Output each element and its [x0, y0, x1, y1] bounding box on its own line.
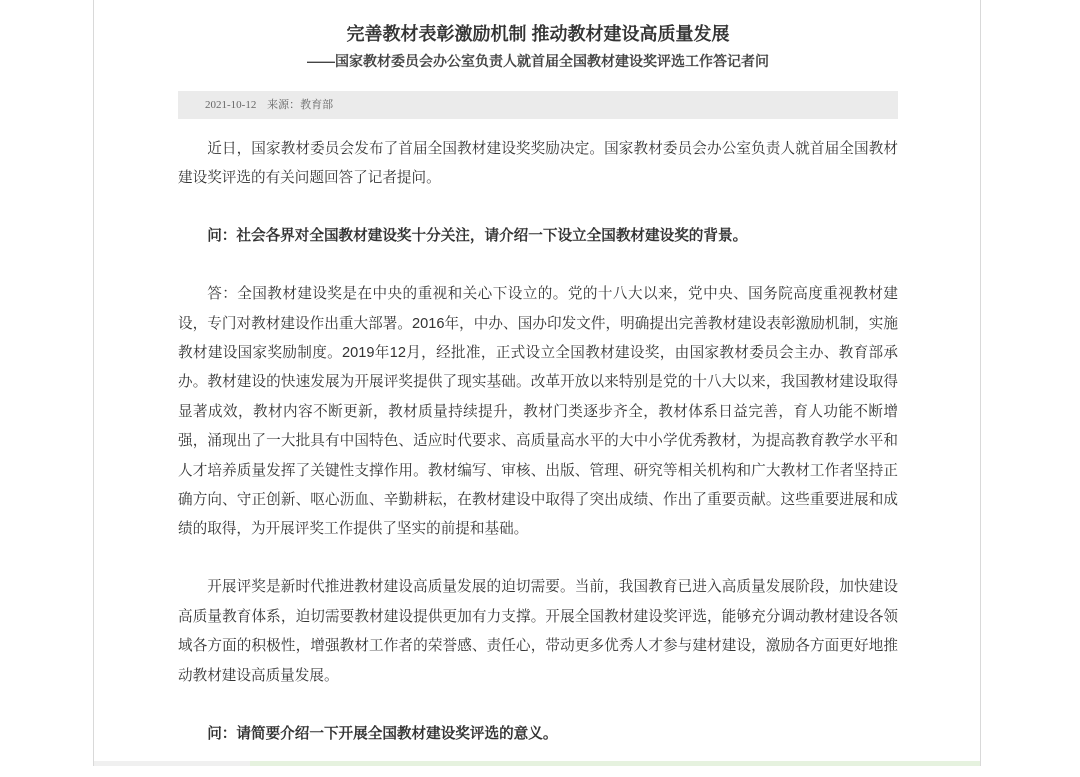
article-title: 完善教材表彰激励机制 推动教材建设高质量发展: [346, 24, 730, 44]
article-subtitle: ——国家教材委员会办公室负责人就首届全国教材建设奖评选工作答记者问: [307, 53, 769, 69]
question-1: 问：社会各界对全国教材建设奖十分关注，请介绍一下设立全国教材建设奖的背景。: [207, 228, 748, 245]
article-source: 来源：教育部: [267, 99, 334, 111]
article: [178, 0, 898, 777]
paragraph-intro: 近日，国家教材委员会发布了首届全国教材建设奖奖励决定。国家教材委员会办公室负责人就首届全国教材建设奖评选的有关问题回答了记者提问。: [178, 141, 898, 187]
page-right-border: [980, 0, 981, 766]
answer-paragraph: 开展评奖是新时代推进教材建设高质量发展的迫切需要。当前，我国教育已进入高质量发展阶段，加快建设高质量教育体系，迫切需要教材建设提供更加有力支撑。开展全国教材建设奖评选，能够充分调动教材建设各领域各方面的积极性，增强教材工作者的荣誉感、责任心，带动更多优秀人才参与建材建设，激励各方面更好地推动教材建设高质量发展。: [178, 579, 898, 684]
answer-paragraph: 答：全国教材建设奖是在中央的重视和关心下设立的。党的十八大以来，党中央、国务院高度重视教材建设，专门对教材建设作出重大部署。2016年，中办、国办印发文件，明确提出完善教材建设表彰激励机制，实施教材建设国家奖励制度。2019年12月，经批准，正式设立全国教材建设奖，由国家教材委员会主办、教育部承办。教材建设的快速发展为开展评奖提供了现实基础。改革开放以来特别是党的十八大以来，我国教材建设取得显著成效，教材内容不断更新，教材质量持续提升，教材门类逐步齐全，教材体系日益完善，育人功能不断增强，涌现出了一大批具有中国特色、适应时代要求、高质量高水平的大中小学优秀教材，为提高教育教学水平和人才培养质量发挥了关键性支撑作用。教材编写、审核、出版、管理、研究等相关机构和广大教材工作者坚持正确方向、守正创新、呕心沥血、辛勤耕耘，在教材建设中取得了突出成绩、作出了重要贡献。这些重要进展和成绩的取得，为开展评奖工作提供了坚实的前提和基础。: [178, 286, 898, 538]
publish-date: 2021-10-12: [205, 99, 257, 111]
question-2: 问：请简要介绍一下开展全国教材建设奖评选的意义。: [207, 725, 558, 742]
article-body: [178, 135, 898, 749]
page-left-border: [93, 0, 94, 766]
article-meta-bar: [178, 91, 898, 119]
